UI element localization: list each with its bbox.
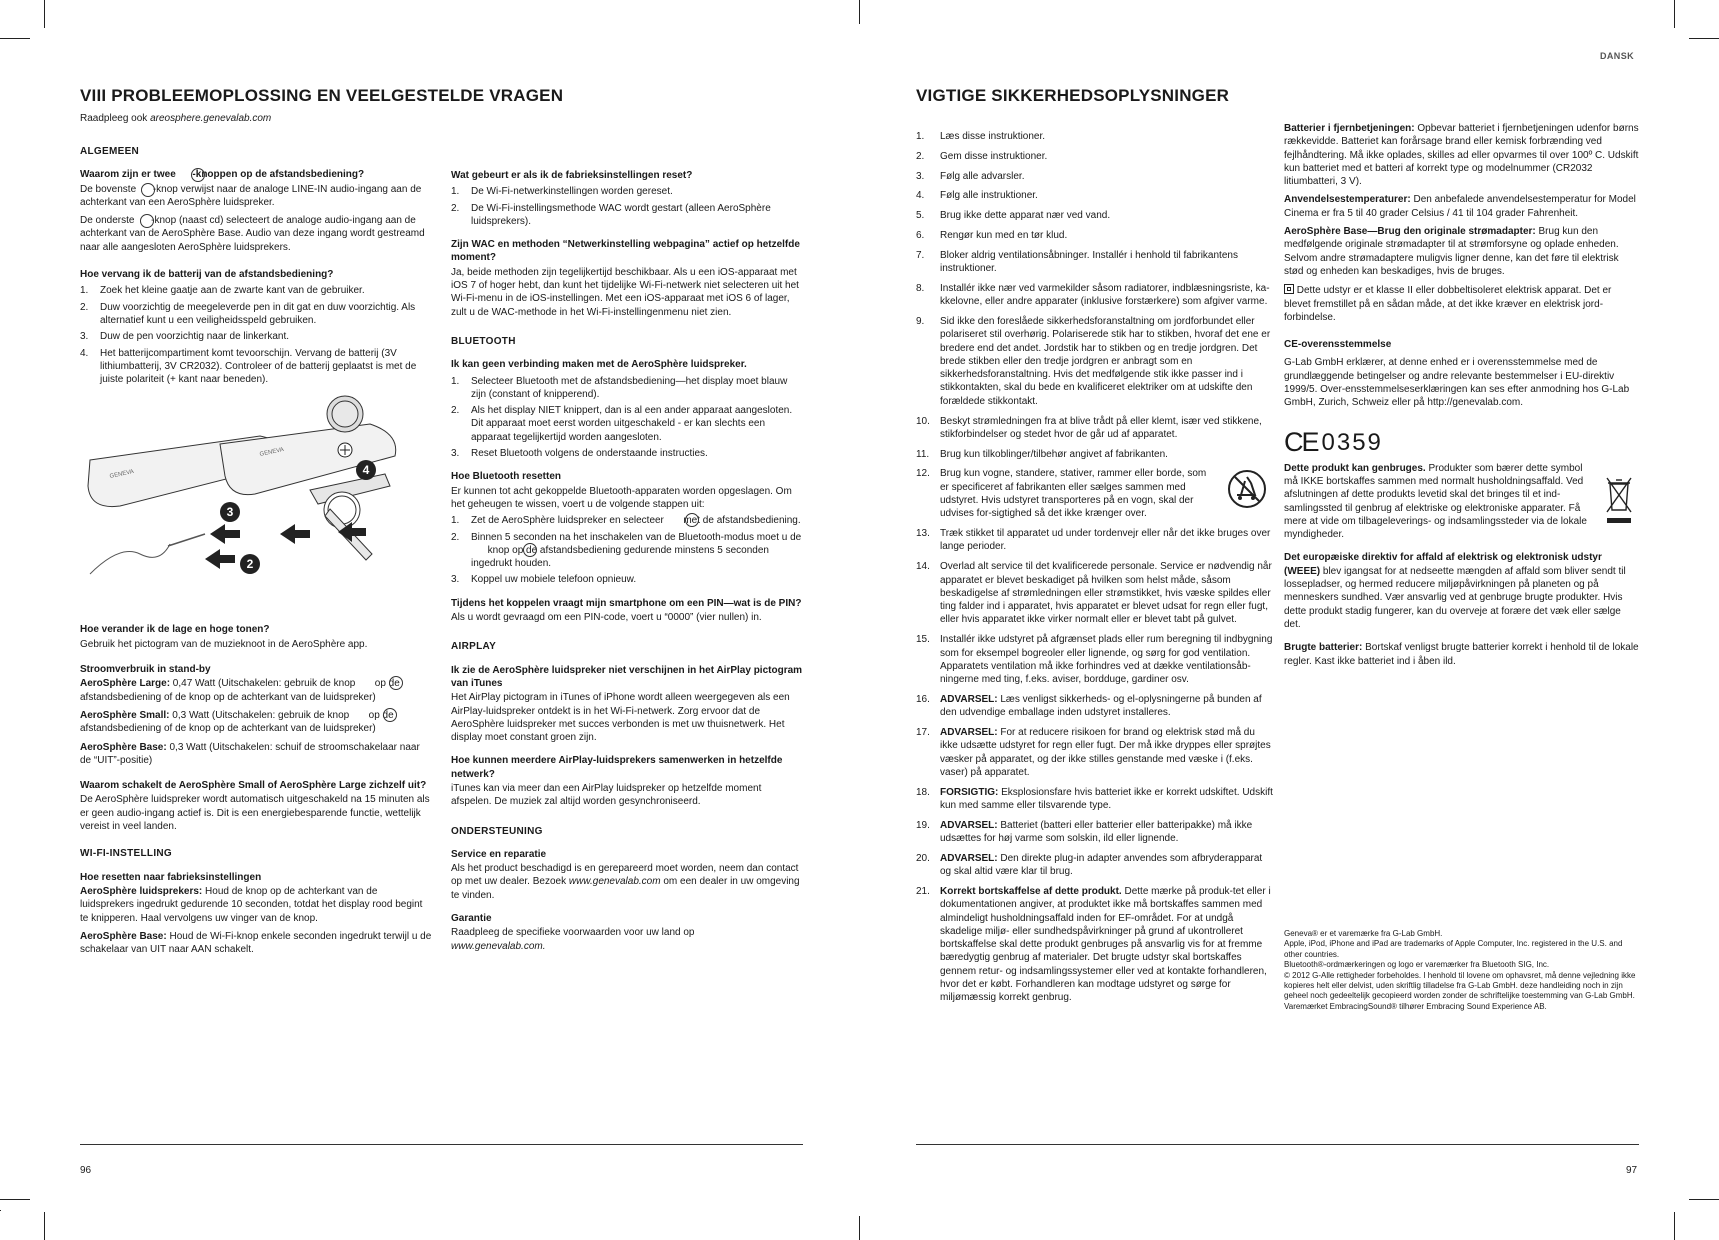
question-bt-reset: Hoe Bluetooth resetten bbox=[451, 471, 562, 483]
temperature-note: Anvendelsestemperaturer: Den anbefalede anvendelsestemperatur for Model Cinema er fra 5 til 40 grader Celsius / 41 til 104 grader Fahrenheit. bbox=[1284, 194, 1636, 219]
regulatory-column bbox=[1284, 122, 1639, 668]
warranty-link[interactable]: www.genevalab.com. bbox=[451, 940, 546, 952]
legal-line: Bluetooth®-ordmærkeringen og logo er varemærker fra Bluetooth SIG, Inc. bbox=[1284, 960, 1550, 970]
question-battery: Hoe vervang ik de batterij van de afstandsbediening? bbox=[80, 269, 334, 281]
legal-notes bbox=[1284, 929, 1639, 1012]
reset-base: AeroSphère Base: Houd de Wi-Fi-knop enkele seconden ingedrukt terwijl u de schakelaar van UIT naar AAN schakelt. bbox=[80, 930, 432, 956]
list-item: 4. Følg alle instruktioner. bbox=[916, 190, 1038, 202]
answer-lower-button: De onderste -knop (naast cd) selecteert de analoge audio-ingang aan de achterkant van de AeroSphère Base. Audio van deze ingang wordt gestreamd naar alle aangesloten AeroSphère luidsprekers. bbox=[80, 215, 425, 253]
list-item: 1. Læs disse instruktioner. bbox=[916, 131, 1046, 142]
battery-steps bbox=[80, 284, 432, 386]
section-support: ONDERSTEUNING bbox=[451, 825, 543, 837]
dealer-link[interactable]: www.genevalab.com bbox=[568, 876, 661, 888]
answer-auto-off: De AeroSphère luidspreker wordt automatisch uitgeschakeld na 15 minuten als er geen audio-ingang actief is. Dit is een energiebesparende functie, wettelijk vereist in veel landen. bbox=[80, 794, 430, 833]
arrow-slide bbox=[280, 524, 310, 544]
list-item: 21. Korrekt bortskaffelse af dette produkt. Dette mærke på produk-tet eller i dokumentationen angiver, at produktet ikke må bortskaffes sammen med almindeligt husholdningsaffald inden for EF-området. For at undgå skadelige miljø- eller sundhedspåvirkninger på grund af ukontrolleret bortskaffelse skal dette produkt genbruges på ansvarlig vis for at fremme bæredygtig genbrug af materialer. Det brugte udstyr skal bortskaffes gennem retur- og indsamlingssystemer eller ved at kontakte forhandleren, hvor det er købt. Forhandleren kan modtage udstyret og sørge for miljømæssig korrekt genbrug. bbox=[916, 885, 1271, 1004]
list-item: 2. Als het display NIET knippert, dan is al een ander apparaat aangesloten. Dit apparaat moet eerst worden uitgeschakeld - er kan slechts een apparaat tegelijkertijd worden aangesloten. bbox=[451, 405, 793, 443]
list-item: 14. Overlad alt service til det kvalificerede personale. Service er nødvendig når apparatet er blevet beskadiget på hvilken som helst måde, såsom beskadigelse af strømledningen eller strømstikket, hvis væske spildes eller ting falder ind i apparatet, hvis apparatet er blevet udsat for regn eller fugt, eller hvis apparatet ikke virker normalt eller er blevet tabt på gulvet. bbox=[916, 561, 1272, 626]
list-item: 5. Brug ikke dette apparat nær ved vand. bbox=[916, 210, 1111, 222]
page-title-right: VIGTIGE SIKKERHEDSOPLYSNINGER bbox=[916, 86, 1230, 105]
ce-title: CE-overensstemmelse bbox=[1284, 339, 1392, 351]
page-title-left: VIII PROBLEEMOPLOSSING EN VEELGESTELDE VRAGEN bbox=[80, 86, 564, 105]
section-bluetooth: BLUETOOTH bbox=[451, 335, 516, 347]
question-warranty: Garantie bbox=[451, 913, 492, 925]
adapter-note: AeroSphère Base—Brug den originale strømadapter: Brug kun den medfølgende originale strømadapter til at strømforsyne og oplade enheden. Selvom andre strømadaptere muligvis ligner denne, kan det føre til elektrisk stød og enheden kan beskadiges, hvis de bruges. bbox=[1284, 226, 1619, 277]
step-4-label: 4 bbox=[362, 463, 370, 478]
page-number-right: 97 bbox=[1626, 1165, 1638, 1176]
ce-mark-letters: CE bbox=[1284, 426, 1318, 457]
question-pin: Tijdens het koppelen vraagt mijn smartphone om een PIN—wat is de PIN? bbox=[451, 597, 802, 609]
footer-rule-right bbox=[916, 1144, 1639, 1145]
question-standby: Stroomverbruik in stand-by bbox=[80, 664, 211, 676]
list-item: 2. Duw voorzichtig de meegeleverde pen in dit gat en duw voorzichtig. Als alternatief kunt u een veiligheidsspeld gebruiken. bbox=[80, 301, 416, 326]
left-column bbox=[80, 145, 432, 956]
line-in-icon bbox=[141, 183, 155, 197]
list-item: 2. De Wi-Fi-instellingsmethode WAC wordt gestart (alleen AeroSphère luidsprekers). bbox=[451, 202, 771, 227]
more-icon bbox=[523, 543, 537, 557]
standby-large: AeroSphère Large: 0,47 Watt (Uitschakelen: gebruik de knop op de afstandsbediening of de knop op de achterkant van de luidspreker) bbox=[80, 677, 432, 704]
intro-line: Raadpleeg ook areosphere.genevalab.com bbox=[80, 113, 272, 124]
pin-wire bbox=[90, 544, 170, 574]
list-item: 10. Beskyt strømledningen fra at blive trådt på eller klemt, især ved stikkene, stikforbindelser og stedet hvor de går ud af apparatet. bbox=[916, 415, 1262, 440]
question-wac: Zijn WAC en methoden “Netwerkinstelling webpagina” actief op hetzelfde moment? bbox=[451, 239, 800, 264]
power-icon bbox=[389, 676, 403, 690]
remote-brand-left: GENEVA bbox=[109, 469, 135, 481]
intro-link[interactable]: areosphere.genevalab.com bbox=[150, 113, 272, 124]
list-item: 18. FORSIGTIG: Eksplosionsfare hvis batteriet ikke er korrekt udskiftet. Udskift kun med samme eller tilsvarende type. bbox=[916, 786, 1273, 811]
answer-warranty: Raadpleeg de specifieke voorwaarden voor uw land op bbox=[451, 927, 695, 939]
list-item: 3. Følg alle advarsler. bbox=[916, 170, 1025, 182]
question-airplay-multi: Hoe kunnen meerdere AirPlay-luidsprekers samenwerken in hetzelfde netwerk? bbox=[451, 755, 783, 780]
reset-speakers: AeroSphère luidsprekers: Houd de knop op de achterkant van de luidsprekers ingedrukt gedurende 10 seconden, totdat het display rood begint te knipperen. Haal vervolgens uw vinger van de knop. bbox=[80, 885, 423, 924]
ce-mark-number: 0359 bbox=[1321, 428, 1383, 456]
list-item: 9. Sid ikke den foreslåede sikkerhedsforanstaltning om jordforbundet eller polariseret stil overhørig. Polariserede stik har to stikben, hvoraf det ene er bredere end det andet. Jordstik har to stikben og en tredje jordgren. Det brede stikben eller den tredje jordgren er anbragt som en sikkerhedsforanstaltning. Hvis det medfølgende stik ikke passer ind i stikkontakten, skal du bede en kvalificeret elektriker om at udskifte den forældede stikkontakt. bbox=[916, 315, 1271, 407]
list-item: 1. Selecteer Bluetooth met de afstandsbediening—het display moet blauw zijn (constant of knipperend). bbox=[451, 375, 788, 400]
battery-replacement-illustration bbox=[80, 394, 432, 619]
list-item: 1. Zoek het kleine gaatje aan de zwarte kant van de gebruiker. bbox=[80, 285, 365, 297]
reset-result-list bbox=[451, 185, 803, 228]
standby-small: AeroSphère Small: 0,3 Watt (Uitschakelen: gebruik de knop op de afstandsbediening of de knop op de achterkant van de luidspreker) bbox=[80, 709, 432, 736]
step-2-label: 2 bbox=[246, 557, 254, 572]
safety-column bbox=[916, 130, 1273, 1005]
answer-service: Als het product beschadigd is en gerepareerd moet worden, neem dan contact op met uw dealer. Bezoek www.genevalab.com om een dealer in uw omgeving te vinden. bbox=[451, 863, 800, 901]
question-bt-connect: Ik kan geen verbinding maken met de AeroSphère luidspreker. bbox=[451, 359, 747, 371]
question-service: Service en reparatie bbox=[451, 848, 547, 860]
step-3-label: 3 bbox=[226, 505, 234, 520]
arrow-3 bbox=[210, 524, 240, 544]
used-battery-note: Brugte batterier: Bortskaf venligst brugte batterier korrekt i henhold til de lokale regler. Kast ikke batteriet ind i åben ild. bbox=[1284, 642, 1639, 667]
list-item: 16. ADVARSEL: Læs venligst sikkerheds- og el-oplysningerne på bunden af den udvendige emballage inden udstyret installeres. bbox=[916, 693, 1262, 719]
bt-connect-list bbox=[451, 375, 803, 461]
question-auto-off: Waarom schakelt de AeroSphère Small of AeroSphère Large zichzelf uit? bbox=[80, 780, 427, 792]
legal-line: Geneva® er et varemærke fra G-Lab GmbH. bbox=[1284, 929, 1443, 938]
legal-line: © 2012 G-Alle rettigheder forbeholdes. I henhold til lovene om ophavsret, må denne vejledning ikke kopieres helt eller delvist, uden skriftlig tilladelse fra G-Lab GmbH. deze handleiding noch in zijn geheel noch gedeeltelijk gecopieerd worden zonder de schriftelijke toestemming van G-Lab GmbH. bbox=[1284, 970, 1636, 1001]
page-number-left: 96 bbox=[80, 1165, 92, 1176]
answer-bt-reset: Er kunnen tot acht gekoppelde Bluetooth-apparaten worden opgeslagen. Om het geheugen te wissen, voert u de volgende stappen uit: bbox=[451, 485, 792, 510]
list-item: 13. Træk stikket til apparatet ud under tordenvejr eller når det ikke bruges over lange perioder. bbox=[916, 528, 1271, 553]
answer-bass-treble: Gebruik het pictogram van de muzieknoot in de AeroSphère app. bbox=[80, 638, 368, 650]
list-item: 3. Reset Bluetooth volgens de onderstaande instructies. bbox=[451, 448, 708, 460]
class-ii-note: Dette udstyr er et klasse II eller dobbeltisoleret elektrisk apparat. Det er blevet fremstillet på en sådan måde, at det ikke kræver en elektrisk jord-forbindelse. bbox=[1284, 285, 1612, 323]
language-tag: DANSK bbox=[1600, 51, 1635, 61]
bt-reset-list bbox=[451, 514, 803, 586]
list-item: 3. Duw de pen voorzichtig naar de linkerkant. bbox=[80, 331, 289, 343]
answer-airplay-multi: iTunes kan via meer dan een AirPlay luidspreker op hetzelfde moment afspelen. De muziek zal altijd worden gesynchroniseerd. bbox=[451, 782, 762, 808]
weee-bin-icon bbox=[1605, 474, 1633, 526]
list-item: 20. ADVARSEL: Den direkte plug-in adapter anvendes som afbryderapparat og skal altid være klar til brug. bbox=[916, 852, 1263, 878]
arrow-2 bbox=[205, 549, 235, 569]
legal-line: Apple, iPod, iPhone and iPad are trademarks of Apple Computer, Inc. registered in the U.S. and other countries. bbox=[1284, 939, 1623, 959]
section-algemeen: ALGEMEEN bbox=[80, 146, 140, 157]
list-item: 2. Gem disse instruktioner. bbox=[916, 150, 1048, 162]
power-icon bbox=[383, 708, 397, 722]
answer-airplay-visible: Het AirPlay pictogram in iTunes of iPhone wordt alleen weergegeven als een AirPlay-luidspreker ontdekt is in het Wi-Fi-netwerk. Zorg ervoor dat de AeroSphère luidspreker met succes verbonden is met uw thuisnetwerk. Het display moet constant groen zijn. bbox=[451, 692, 790, 744]
question-reset-result: Wat gebeurt er als ik de fabrieksinstellingen reset? bbox=[451, 170, 693, 181]
recycle-note: Dette produkt kan genbruges. Produkter som bærer dette symbol må IKKE bortskaffes sammen med normalt husholdningsaffald. Ved afslutningen af dette produkts levetid skal det bringes til et ind-samlingssted til genbrug af elektriske og elektroniske apparater. Få mere at vide om tilbageleverings- og indsamlingssteder via de lokale myndigheder. bbox=[1284, 462, 1639, 542]
cart-warning-icon bbox=[1227, 469, 1267, 509]
list-item: 4. Het batterijcompartiment komt tevoorschijn. Vervang de batterij (3V lithiumbatterij, 3V CR2032). Controleer of de batterij geplaatst is met de juiste polariteit (+ kant naar beneden). bbox=[80, 347, 417, 386]
list-item: 1. De Wi-Fi-netwerkinstellingen worden gereset. bbox=[451, 186, 673, 198]
list-item: 1. Zet de AeroSphère luidspreker en selecteer met de afstandsbediening. bbox=[451, 515, 801, 527]
list-item: 8. Installér ikke nær ved varmekilder såsom radiatorer, indblæsningsriste, ka-kkelovne, eller andre apparater (inklusive forstærkere) som afgiver varme. bbox=[916, 282, 1270, 308]
legal-line: Varemærket EmbracingSound® tilhører Embracing Sound Experience AB. bbox=[1284, 1001, 1547, 1011]
answer-pin: Als u wordt gevraagd om een PIN-code, voert u “0000” (vier nullen) in. bbox=[451, 612, 762, 624]
standby-base: AeroSphère Base: 0,3 Watt (Uitschakelen: schuif de stroomschakelaar naar de “UIT”-positie) bbox=[80, 741, 420, 766]
list-item: 12. Brug kun vogne, standere, stativer, rammer eller borde, som er specificeret af fabrikanten eller sælges sammen med udstyret. Hvis udstyret transporteres på en vogn, skal der udvises for-sigtighed så det ikke krænger over. bbox=[916, 467, 1273, 520]
double-insulation-icon bbox=[1284, 284, 1294, 294]
answer-upper-button: De bovenste -knop verwijst naar de analoge LINE-IN audio-ingang aan de achterkant van een AeroSphère luidspreker. bbox=[80, 183, 422, 208]
ce-text: G-Lab GmbH erklærer, at denne enhed er i overensstemmelse med de grundlæggende betingelser og andre relevante bestemmelser i EU-direktiv 1999/5. Over-ensstemmelseserklæringen kan ses efter anmodning hos G-Lab GmbH, Zurich, Schweiz eller på http://genevalab.com. bbox=[1284, 357, 1630, 409]
question-airplay-visible: Ik zie de AeroSphère luidspreker niet verschijnen in het AirPlay pictogram van iTunes bbox=[451, 664, 803, 689]
remote-battery-note: Batterier i fjernbetjeningen: Opbevar batteriet i fjernbetjeningen udenfor børns rækkevidde. Batteriet kan forårsage brand eller kemisk forbrænding ved fejlhåndtering. Må ikke oplades, skilles ad eller opvarmes til over 100º C. Udskift kun batteriet med et batteri af korrekt type og modelnummer (CR2032 litiumbatteri, 3 V). bbox=[1284, 123, 1639, 188]
question-bass-treble: Hoe verander ik de lage en hoge tonen? bbox=[80, 624, 270, 636]
middle-column bbox=[451, 169, 803, 953]
list-item: 11. Brug kun tilkoblinger/tilbehør angivet af fabrikanten. bbox=[916, 448, 1168, 460]
section-wifi: WI-FI-INSTELLING bbox=[80, 848, 173, 860]
list-item: 6. Rengør kun med en tør klud. bbox=[916, 229, 1068, 241]
list-item: 15. Installér ikke udstyret på afgrænset plads eller rum beregning til indbygning som for eksempel bogreoler eller lignende, og sørg for god ventilation. Apparatets ventilation må ikke forhindres ved at dække ventilationsåb-ningerne med ting, f.eks. aviser, bordduge, gardiner osv. bbox=[916, 634, 1273, 686]
safety-list bbox=[916, 130, 1273, 1005]
pin bbox=[168, 534, 205, 546]
list-item: 19. ADVARSEL: Batteriet (batteri eller batterier eller batteripakke) må ikke udsættes for høj varme som solskin, ild eller lignende. bbox=[916, 819, 1253, 845]
remote-brand-right: GENEVA bbox=[259, 447, 285, 459]
list-item: 17. ADVARSEL: For at reducere risikoen for brand og elektrisk stød må du ikke udsætte udstyret for regn eller fugt. Der må ikke dryppes eller sprøjtes væsker på apparatet, og der ikke stilles genstande med væske i (f.eks. vaser) på apparatet. bbox=[916, 726, 1271, 778]
footer-rule-left bbox=[80, 1144, 803, 1145]
list-item: 7. Bloker aldrig ventilationsåbninger. Installér i henhold til fabrikantens instruktioner. bbox=[916, 249, 1238, 275]
question-two-buttons: Waarom zijn er twee -knoppen op de afstandsbediening? bbox=[80, 169, 365, 181]
ce-mark bbox=[1284, 428, 1639, 458]
answer-wac: Ja, beide methoden zijn tegelijkertijd beschikbaar. Als u een iOS-apparaat met iOS 7 of hoger hebt, dan kunt het tijdelijke Wi-Fi-netwerk niet selecteren uit het Wi-Fi-menu in de iOS-instellingen. Met een iOS-apparaat met iOS 6 of lager, zult u de WAC-methode in het Wi-Fi-instellingenmenu niet zien. bbox=[451, 266, 799, 318]
list-item: 3. Koppel uw mobiele telefoon opnieuw. bbox=[451, 574, 637, 586]
question-factory-reset: Hoe resetten naar fabrieksinstellingen bbox=[80, 871, 262, 883]
list-item: 2. Binnen 5 seconden na het inschakelen van de Bluetooth-modus moet u de knop op de afstandsbediening gedurende minstens 5 seconden ingedrukt houden. bbox=[451, 531, 802, 570]
section-airplay: AIRPLAY bbox=[451, 641, 497, 653]
weee-note: Det europæiske direktiv for affald af elektrisk og elektronisk udstyr (WEEE) blev igangsat for at nedseette mængden af affald som bliver sendt til lossepladser, og hermed reducere miljøpåvirkningen på planeten og på menneskers sundhed. Vær ansvarlig ved at genbruge brugte produkter. Hvis dette produkt stadig fungerer, kan du overveje at forære det væk eller sælge det. bbox=[1284, 552, 1626, 630]
